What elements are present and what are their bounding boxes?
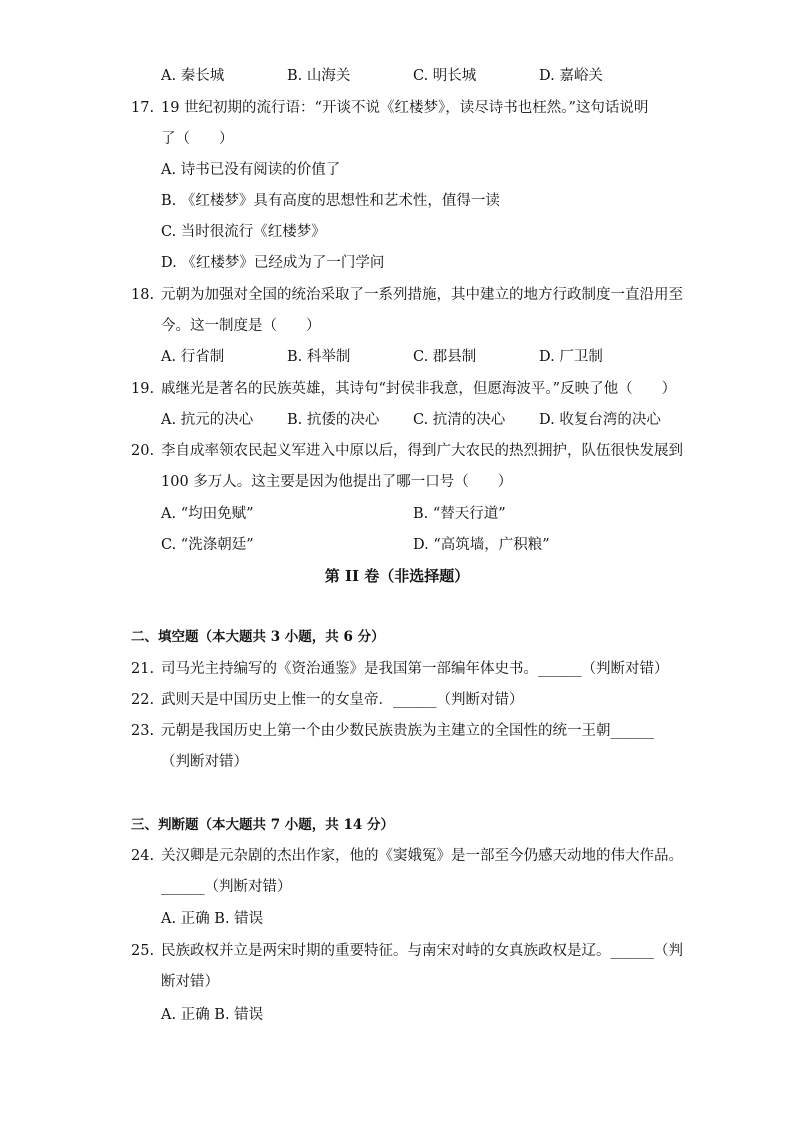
question-stem-line-2: 今。这一制度是（ ） [161, 318, 321, 334]
option-a: A. 抗元的决心 [161, 412, 254, 428]
option-a: A. 行省制 [161, 349, 225, 365]
question-25-options: A. 正确 B. 错误 [161, 1007, 264, 1023]
question-24-options: A. 正确 B. 错误 [161, 911, 264, 927]
question-number: 20. [131, 443, 155, 459]
option-d: D. 嘉峪关 [539, 68, 603, 84]
option-c: C. “洗涤朝廷” [161, 537, 254, 553]
question-number: 25. [131, 943, 155, 959]
option-b: B. 山海关 [287, 68, 351, 84]
option-a: A. 诗书已没有阅读的价值了 [161, 162, 341, 178]
question-number: 22. [131, 692, 155, 708]
option-b: B. 《红楼梦》具有高度的思想性和艺术性，值得一读 [161, 193, 500, 209]
question-stem-line-2: 100 多万人。这主要是因为他提出了哪一口号（ ） [161, 474, 513, 490]
option-c: C. 明长城 [413, 68, 477, 84]
question-21-stem: 司马光主持编写的《资治通鉴》是我国第一部编年体史书。______（判断对错） [161, 661, 669, 677]
part-2-title: 第 II 卷（非选择题） [324, 567, 470, 585]
question-stem: 戚继光是著名的民族英雄，其诗句“封侯非我意，但愿海波平。”反映了他（ ） [161, 381, 677, 397]
question-25-stem-line-2: 断对错） [161, 974, 219, 990]
question-number: 17. [131, 100, 155, 116]
question-23-stem-line-1: 元朝是我国历史上第一个由少数民族贵族为主建立的全国性的统一王朝______ [161, 723, 654, 739]
question-number: 18. [131, 287, 155, 303]
question-number: 21. [131, 661, 155, 677]
section-heading: 三、判断题（本大题共 7 小题，共 14 分） [131, 817, 394, 833]
option-d: D. 《红楼梦》已经成为了一门学问 [161, 255, 385, 271]
question-24-stem-line-1: 关汉卿是元杂剧的杰出作家，他的《窦娥冤》是一部至今仍感天动地的伟大作品。 [161, 848, 683, 864]
question-stem-line-1: 元朝为加强对全国的统治采取了一系列措施，其中建立的地方行政制度一直沿用至 [161, 287, 683, 303]
question-number: 23. [131, 723, 155, 739]
option-c: C. 抗清的决心 [413, 412, 506, 428]
option-d: D. “高筑墙，广积粮” [413, 537, 550, 553]
option-a: A. 秦长城 [161, 68, 225, 84]
section-heading: 二、填空题（本大题共 3 小题，共 6 分） [131, 629, 385, 645]
option-a: A. “均田免赋” [161, 506, 254, 522]
option-b: B. 科举制 [287, 349, 351, 365]
question-stem-line-2: 了（ ） [161, 131, 234, 147]
option-c: C. 郡县制 [413, 349, 477, 365]
option-b: B. 抗倭的决心 [287, 412, 380, 428]
option-b: B. “替天行道” [413, 506, 506, 522]
question-number: 24. [131, 848, 155, 864]
question-22-stem: 武则天是中国历史上惟一的女皇帝．______（判断对错） [161, 692, 524, 708]
question-stem-line-1: 19 世纪初期的流行语：“开谈不说《红楼梦》，读尽诗书也枉然。”这句话说明 [161, 100, 649, 116]
question-number: 19. [131, 381, 155, 397]
question-23-stem-line-2: （判断对错） [161, 754, 248, 770]
question-25-stem-line-1: 民族政权并立是两宋时期的重要特征。与南宋对峙的女真族政权是辽。______（判 [161, 943, 683, 959]
question-stem-line-1: 李自成率领农民起义军进入中原以后，得到广大农民的热烈拥护，队伍很快发展到 [161, 443, 683, 459]
option-d: D. 厂卫制 [539, 349, 603, 365]
option-c: C. 当时很流行《红楼梦》 [161, 224, 326, 240]
question-24-stem-line-2: ______（判断对错） [161, 879, 292, 895]
option-d: D. 收复台湾的决心 [539, 412, 661, 428]
